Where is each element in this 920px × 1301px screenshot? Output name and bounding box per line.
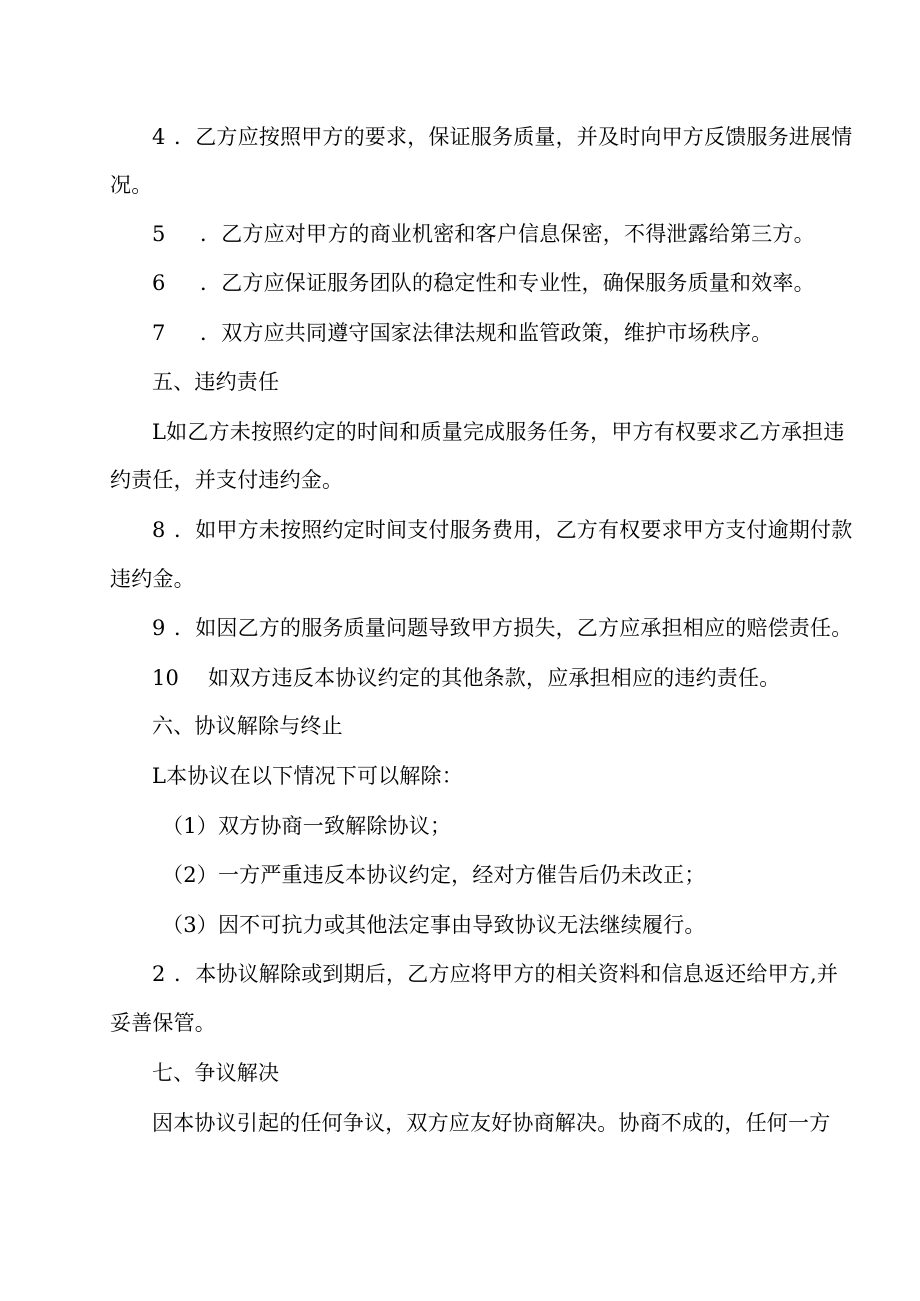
termination-condition-1: [162, 813, 451, 839]
liability-clause-1-line-1: [152, 419, 845, 445]
clause-number: 5: [152, 222, 166, 246]
termination-clause-2-line-1: [152, 961, 838, 987]
clause-text: （2）一方严重违反本协议约定，经对方催告后仍未改正；: [162, 863, 706, 887]
section-heading-dispute: [152, 1060, 279, 1086]
section-heading: 六、协议解除与终止: [152, 714, 343, 738]
clause-9: [152, 615, 852, 641]
clause-7: [152, 320, 772, 346]
clause-text: ．如甲方未按照约定时间支付服务费用，乙方有权要求甲方支付逾期付款: [174, 518, 853, 542]
clause-text: 况。: [110, 173, 153, 197]
clause-number: 2: [152, 962, 166, 986]
clause-text: （1）双方协商一致解除协议；: [162, 814, 452, 838]
clause-text: ．乙方应对甲方的商业机密和客户信息保密，不得泄露给第三方。: [200, 222, 815, 246]
clause-text: ．双方应共同遵守国家法律法规和监管政策，维护市场秩序。: [200, 321, 773, 345]
clause-5: [152, 221, 815, 247]
clause-text: ．乙方应按照甲方的要求，保证服务质量，并及时向甲方反馈服务进展情: [174, 125, 853, 149]
clause-text: 因本协议引起的任何争议，双方应友好协商解决。协商不成的，任何一方: [152, 1111, 831, 1135]
clause-10: [152, 665, 780, 691]
clause-text: L如乙方未按照约定的时间和质量完成服务任务，甲方有权要求乙方承担违: [152, 420, 845, 444]
section-heading-termination: [152, 713, 343, 739]
clause-text: ．如因乙方的服务质量问题导致甲方损失，乙方应承担相应的赔偿责任。: [174, 616, 853, 640]
termination-condition-3: [162, 912, 706, 938]
clause-number: 4: [152, 125, 166, 149]
clause-4-line-1: [152, 124, 852, 150]
clause-8-line-2: [110, 566, 195, 592]
clause-number: 7: [152, 321, 166, 345]
clause-4-line-2: [110, 172, 152, 198]
clause-text: ．本协议解除或到期后，乙方应将甲方的相关资料和信息返还给甲方,并: [174, 962, 839, 986]
clause-text: L本协议在以下情况下可以解除：: [152, 764, 463, 788]
clause-text: 违约金。: [110, 567, 195, 591]
clause-text: 妥善保管。: [110, 1011, 216, 1035]
dispute-clause-line-1: [152, 1110, 830, 1136]
termination-clause-1: [152, 763, 463, 789]
clause-text: ．乙方应保证服务团队的稳定性和专业性，确保服务质量和效率。: [200, 271, 815, 295]
clause-8-line-1: [152, 517, 852, 543]
clause-number: 10: [152, 666, 180, 690]
clause-number: 9: [152, 616, 166, 640]
termination-clause-2-line-2: [110, 1010, 216, 1036]
section-heading: 五、违约责任: [152, 370, 280, 394]
clause-number: 8: [152, 518, 166, 542]
section-heading-liability: [152, 369, 279, 395]
termination-condition-2: [162, 862, 706, 888]
clause-text: （3）因不可抗力或其他法定事由导致协议无法继续履行。: [162, 913, 706, 937]
liability-clause-1-line-2: [110, 467, 343, 493]
clause-6: [152, 270, 815, 296]
clause-number: 6: [152, 271, 166, 295]
section-heading: 七、争议解决: [152, 1061, 280, 1085]
clause-text: 如双方违反本协议约定的其他条款，应承担相应的违约责任。: [208, 666, 781, 690]
clause-text: 约责任，并支付违约金。: [110, 468, 344, 492]
